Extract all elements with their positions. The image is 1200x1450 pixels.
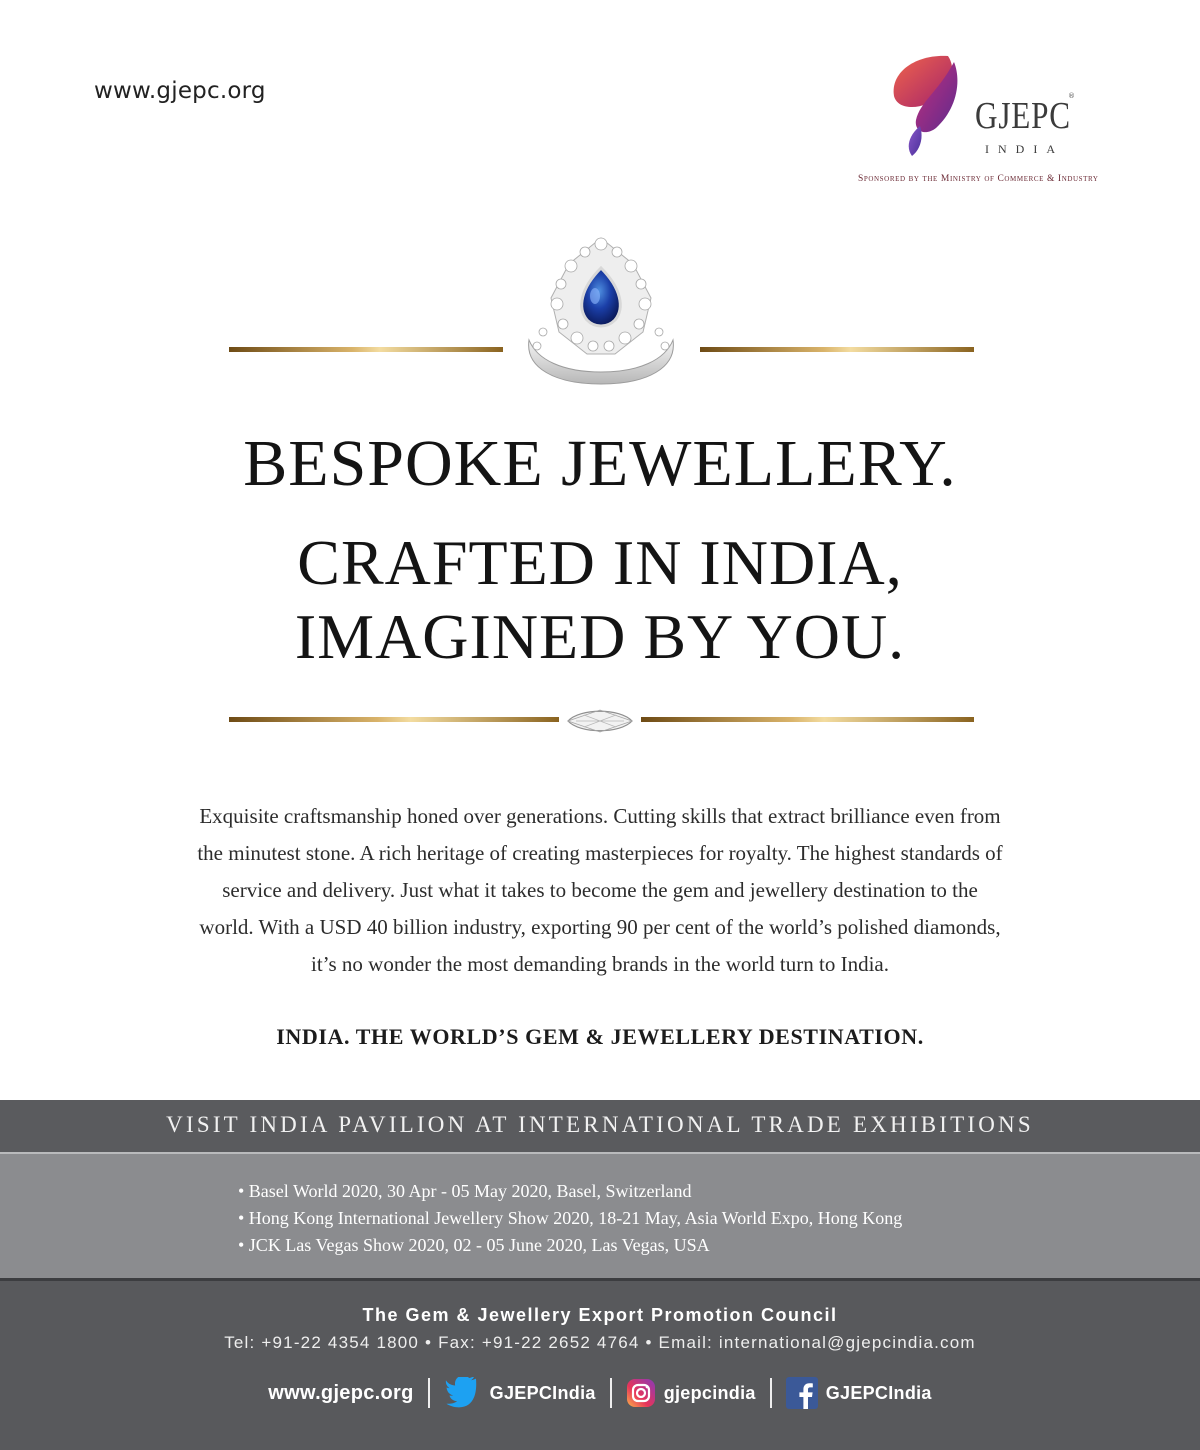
- marquise-diamond-icon: [566, 704, 634, 738]
- divider: [770, 1378, 772, 1408]
- instagram-link[interactable]: [626, 1378, 756, 1408]
- headline-line-3: IMAGINED BY YOU.: [294, 601, 906, 672]
- exhibitions-list-band: [0, 1152, 1200, 1278]
- gold-divider-right: [700, 347, 974, 352]
- sponsor-line: Sponsored by the Ministry of Commerce & Industry: [858, 174, 1099, 184]
- body-paragraph: [140, 798, 1060, 983]
- headline-line-2: CRAFTED IN INDIA,: [297, 527, 903, 598]
- facebook-handle: GJEPCIndia: [825, 1382, 932, 1403]
- exhibitions-heading-band: [0, 1100, 1200, 1152]
- social-links: [0, 1373, 1200, 1413]
- list-item: • JCK Las Vegas Show 2020, 02 - 05 June 2020, Las Vegas, USA: [238, 1235, 710, 1255]
- header-website-url[interactable]: www.gjepc.org: [94, 78, 266, 104]
- instagram-handle: gjepcindia: [663, 1382, 756, 1403]
- sapphire-ring-image: [515, 228, 687, 388]
- body-line: it’s no wonder the most demanding brands in the world turn to India.: [311, 952, 889, 976]
- footer-website-link[interactable]: www.gjepc.org: [268, 1381, 414, 1404]
- divider: [428, 1378, 430, 1408]
- exhibitions-list: [238, 1178, 902, 1259]
- gold-divider-left: [229, 347, 503, 352]
- butterfly-logo-icon: [886, 52, 966, 162]
- facebook-link[interactable]: [786, 1377, 932, 1409]
- headline-line-1: BESPOKE JEWELLERY.: [243, 427, 957, 500]
- gold-divider-right-lower: [641, 717, 974, 722]
- instagram-icon: [626, 1378, 656, 1408]
- footer: [0, 1278, 1200, 1450]
- facebook-icon: [786, 1377, 818, 1409]
- list-item: • Hong Kong International Jewellery Show 2020, 18-21 May, Asia World Expo, Hong Kong: [238, 1208, 903, 1228]
- body-line: service and delivery. Just what it takes to become the gem and jewellery destination to the: [222, 878, 978, 902]
- divider: [610, 1378, 612, 1408]
- twitter-link[interactable]: [444, 1377, 596, 1409]
- logo-wordmark: GJEPC: [975, 95, 1071, 137]
- body-line: Exquisite craftsmanship honed over generations. Cutting skills that extract brilliance even from: [199, 804, 1001, 828]
- twitter-handle: GJEPCIndia: [489, 1382, 596, 1403]
- council-name: The Gem & Jewellery Export Promotion Council: [362, 1305, 838, 1325]
- twitter-icon: [444, 1377, 482, 1409]
- registered-mark: ®: [1068, 92, 1075, 100]
- exhibitions-heading: VISIT INDIA PAVILION AT INTERNATIONAL TRADE EXHIBITIONS: [166, 1112, 1034, 1137]
- tagline: INDIA. THE WORLD’S GEM & JEWELLERY DESTINATION.: [276, 1024, 924, 1049]
- body-line: the minutest stone. A rich heritage of creating masterpieces for royalty. The highest standards of: [197, 841, 1003, 865]
- list-item: • Basel World 2020, 30 Apr - 05 May 2020, Basel, Switzerland: [238, 1181, 692, 1201]
- gjepc-logo: [858, 52, 1120, 192]
- contact-details: Tel: +91-22 4354 1800 • Fax: +91-22 2652 4764 • Email: international@gjepcindia.com: [224, 1333, 976, 1352]
- logo-country: INDIA: [985, 142, 1064, 156]
- gold-divider-left-lower: [229, 717, 559, 722]
- body-line: world. With a USD 40 billion industry, exporting 90 per cent of the world’s polished diamonds,: [199, 915, 1001, 939]
